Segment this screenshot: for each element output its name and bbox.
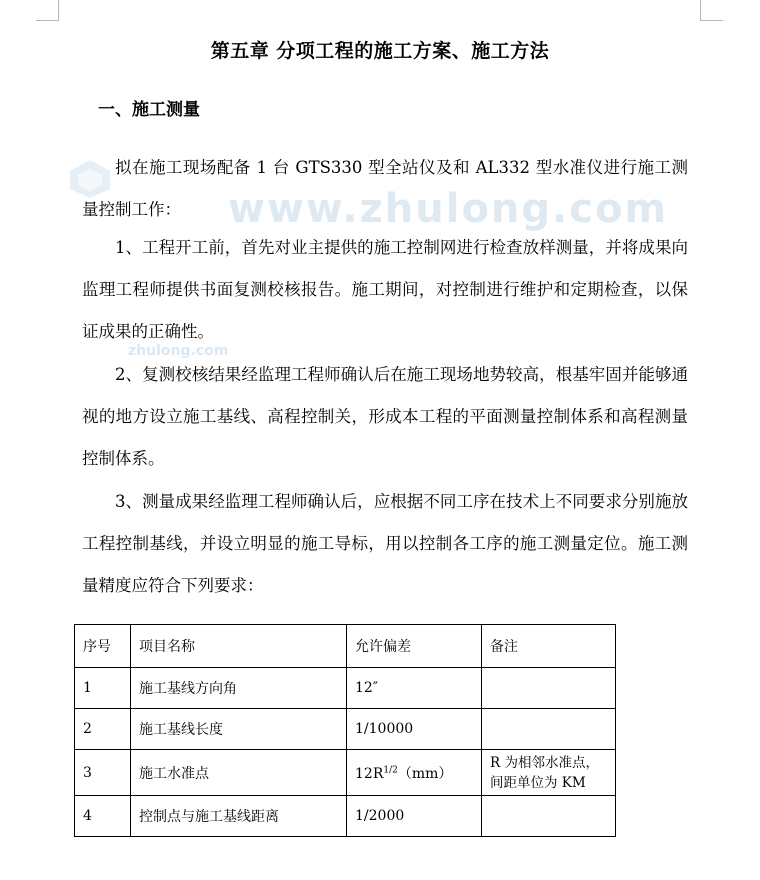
- page-corner-mark-right: [700, 0, 723, 21]
- note-line: R 为相邻水准点，: [490, 754, 599, 771]
- cell-tolerance: 12″: [347, 668, 482, 709]
- cell-note: [482, 709, 616, 750]
- header-note: 备注: [482, 625, 616, 668]
- cell-tolerance: [347, 750, 482, 796]
- chapter-title: 第五章 分项工程的施工方案、施工方法: [210, 40, 550, 62]
- table-row: [75, 709, 616, 750]
- cell-note: [482, 750, 616, 796]
- cell-item: 控制点与施工基线距离: [131, 796, 347, 837]
- tolerance-exponent: 1/2: [383, 764, 398, 775]
- paragraph-item-3: 3、测量成果经监理工程师确认后，应根据不同工序在技术上不同要求分别施放工程控制基线，并设立明显的施工导标，用以控制各工序的施工测量定位。施工测量精度应符合下列要求：: [82, 492, 688, 595]
- header-tolerance: 允许偏差: [347, 625, 482, 668]
- header-item: 项目名称: [131, 625, 347, 668]
- cell-note: [482, 668, 616, 709]
- note-line: 间距单位为 KM: [490, 774, 586, 791]
- watermark-small-text: zhulong.com: [128, 343, 229, 359]
- table-header-row: [75, 625, 616, 668]
- paragraph-item-1: 1、工程开工前，首先对业主提供的施工控制网进行检查放样测量，并将成果向监理工程师提供书面复测校核报告。施工期间，对控制进行维护和定期检查，以保证成果的正确性。: [82, 238, 688, 341]
- paragraph-item-2: 2、复测校核结果经监理工程师确认后在施工现场地势较高，根基牢固并能够通视的地方设立施工基线、高程控制关，形成本工程的平面测量控制体系和高程测量控制体系。: [82, 365, 688, 468]
- tolerance-unit: （mm）: [397, 765, 453, 782]
- cell-no: 2: [75, 709, 131, 750]
- cell-tolerance: 1/2000: [347, 796, 482, 837]
- cell-no: 1: [75, 668, 131, 709]
- paragraph-intro: 拟在施工现场配备 1 台 GTS330 型全站仪及和 AL332 型水准仪进行施工测量控制工作：: [82, 158, 688, 219]
- cell-tolerance: 1/10000: [347, 709, 482, 750]
- header-no: 序号: [75, 625, 131, 668]
- section-heading: 一、施工测量: [98, 100, 200, 120]
- tolerance-base: 12R: [355, 765, 384, 782]
- cell-no: 3: [75, 750, 131, 796]
- watermark-text: www.zhulong.com: [228, 186, 669, 232]
- table-row: [75, 796, 616, 837]
- precision-requirements-table: [74, 624, 616, 837]
- cell-item: 施工基线方向角: [131, 668, 347, 709]
- cell-note: [482, 796, 616, 837]
- table-row: [75, 750, 616, 796]
- page-corner-mark-left: [36, 0, 59, 21]
- table-row: [75, 668, 616, 709]
- cell-item: 施工基线长度: [131, 709, 347, 750]
- cell-no: 4: [75, 796, 131, 837]
- cell-item: 施工水准点: [131, 750, 347, 796]
